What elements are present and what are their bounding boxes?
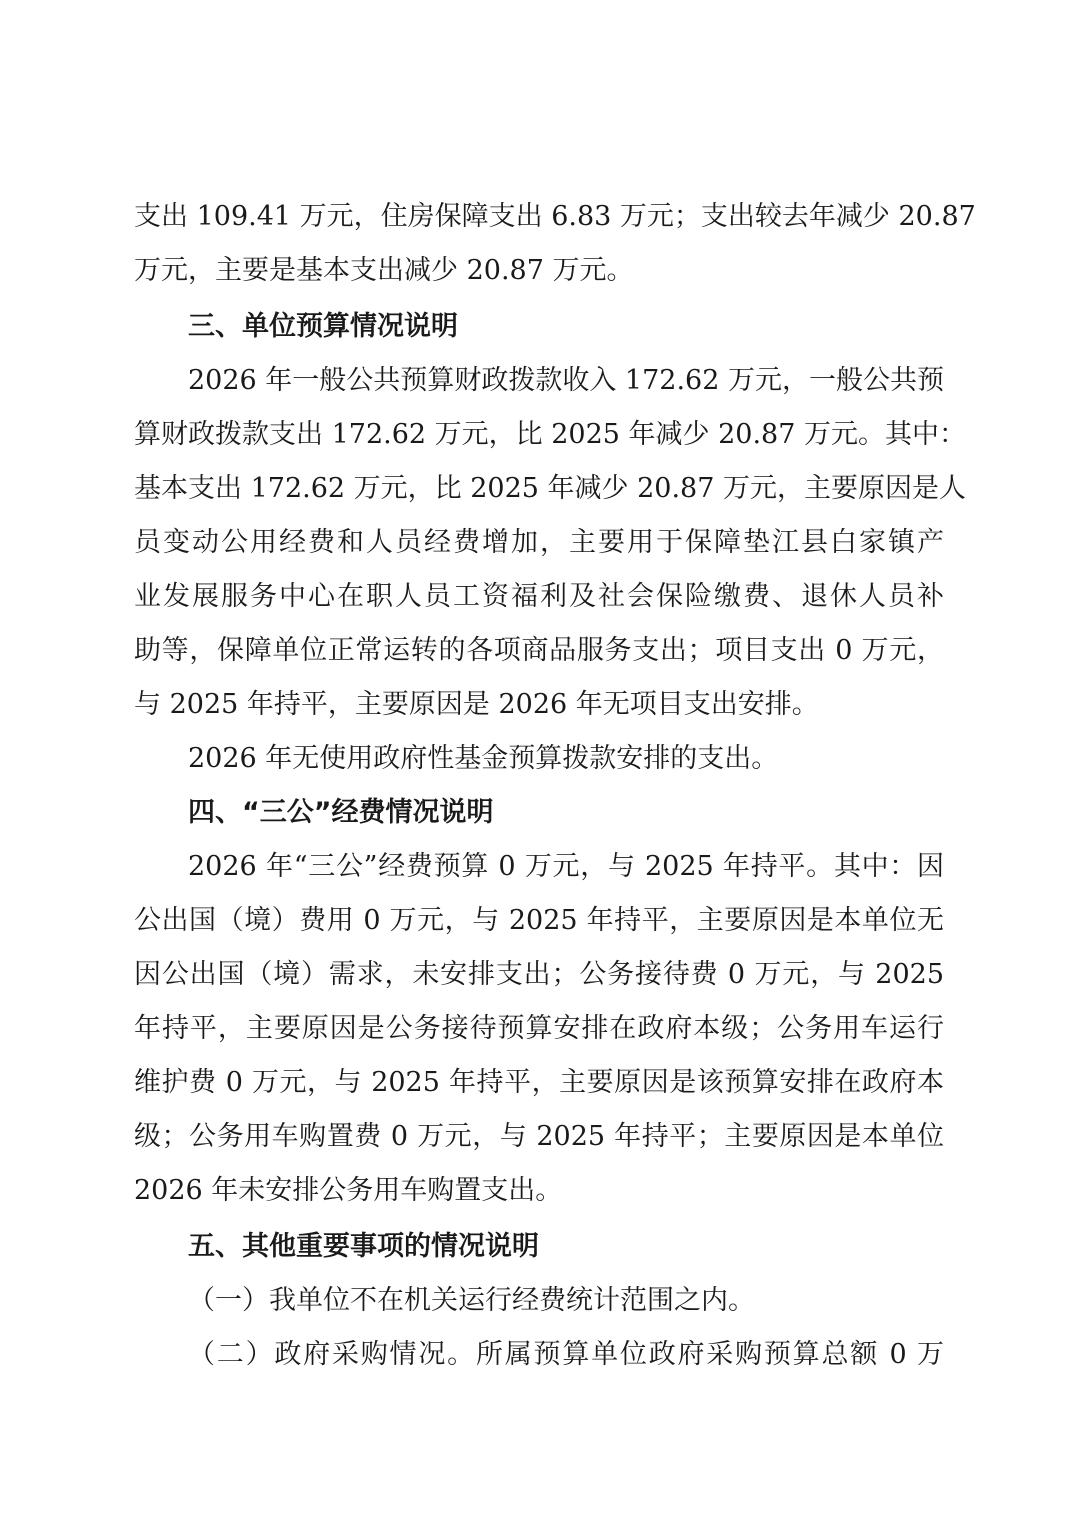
paragraph-line: 业发展服务中心在职人员工资福利及社会保险缴费、退休人员补 [134, 581, 944, 612]
section-heading-5: 五、其他重要事项的情况说明 [188, 1231, 539, 1262]
paragraph-line: 助等，保障单位正常运转的各项商品服务支出；项目支出 0 万元， [134, 635, 944, 666]
paragraph-line: 2026 年无使用政府性基金预算拨款安排的支出。 [188, 743, 779, 774]
paragraph-line: （二）政府采购情况。所属预算单位政府采购预算总额 0 万 [188, 1339, 944, 1370]
paragraph-line: 2026 年“三公”经费预算 0 万元，与 2025 年持平。其中：因 [188, 851, 944, 882]
paragraph-line: （一）我单位不在机关运行经费统计范围之内。 [188, 1285, 755, 1316]
paragraph-line: 公出国（境）费用 0 万元，与 2025 年持平，主要原因是本单位无 [134, 905, 944, 936]
section-heading-4: 四、“三公”经费情况说明 [188, 797, 494, 828]
paragraph-line: 2026 年一般公共预算财政拨款收入 172.62 万元，一般公共预 [188, 365, 944, 396]
paragraph-line: 因公出国（境）需求，未安排支出；公务接待费 0 万元，与 2025 [134, 959, 944, 990]
paragraph-line: 算财政拨款支出 172.62 万元，比 2025 年减少 20.87 万元。其中： [134, 419, 966, 450]
paragraph-line: 万元，主要是基本支出减少 20.87 万元。 [134, 255, 634, 286]
paragraph-line: 基本支出 172.62 万元，比 2025 年减少 20.87 万元，主要原因是人 [134, 473, 966, 504]
paragraph-line: 年持平，主要原因是公务接待预算安排在政府本级；公务用车运行 [134, 1013, 944, 1044]
paragraph-line: 维护费 0 万元，与 2025 年持平，主要原因是该预算安排在政府本 [134, 1067, 944, 1098]
paragraph-line: 与 2025 年持平，主要原因是 2026 年无项目支出安排。 [134, 689, 819, 720]
section-heading-3: 三、单位预算情况说明 [188, 311, 458, 342]
paragraph-line: 级；公务用车购置费 0 万元，与 2025 年持平；主要原因是本单位 [134, 1121, 944, 1152]
paragraph-line: 员变动公用经费和人员经费增加，主要用于保障垫江县白家镇产 [134, 527, 944, 558]
paragraph-line: 2026 年未安排公务用车购置支出。 [134, 1175, 563, 1206]
paragraph-line: 支出 109.41 万元，住房保障支出 6.83 万元；支出较去年减少 20.87 [134, 201, 976, 232]
